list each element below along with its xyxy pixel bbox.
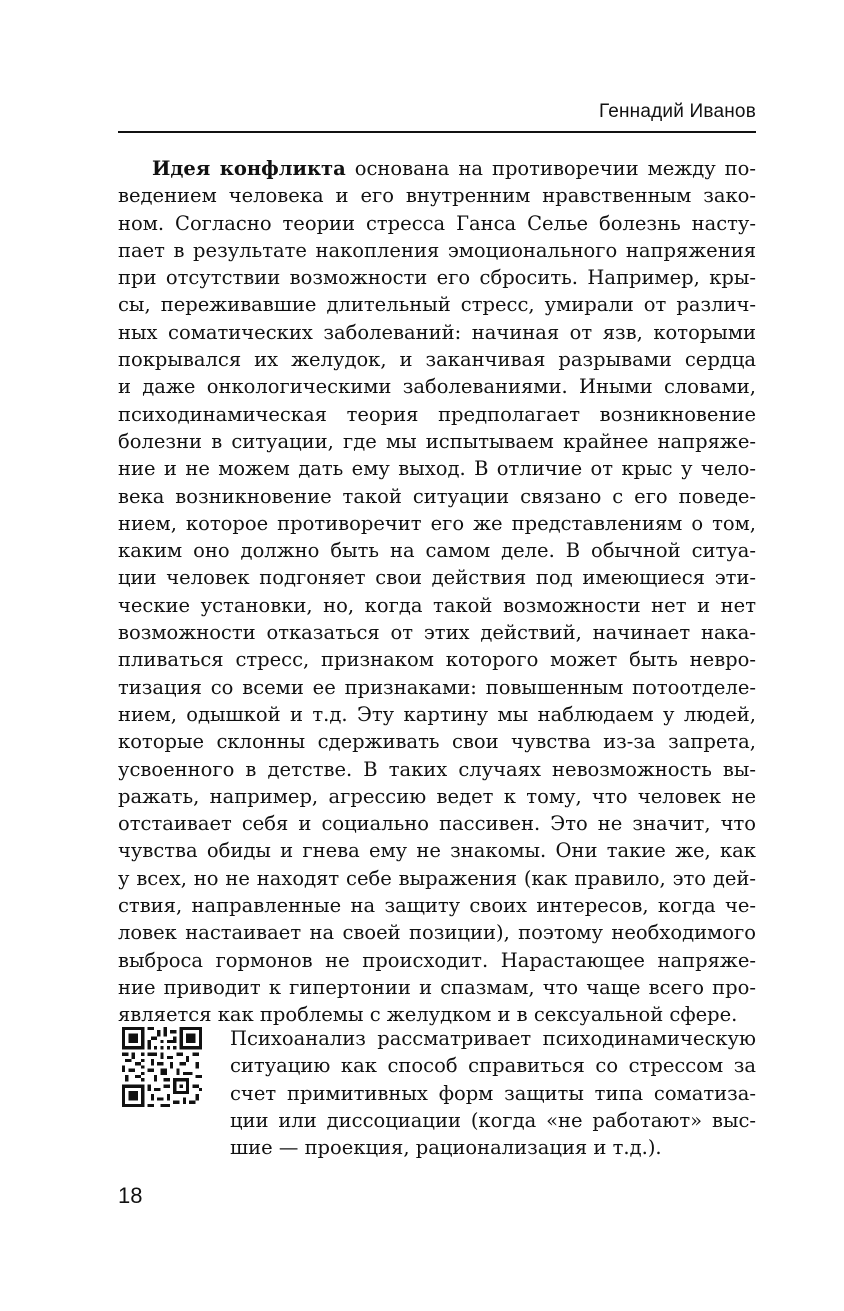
- header-rule: [118, 131, 756, 133]
- paragraph-line: у всех, но не находят себе выражения (как правило, это дей-: [118, 866, 756, 890]
- paragraph-line: болезни в ситуации, где мы испытываем крайнее напряже-: [118, 429, 756, 453]
- qr-note-line: ции или диссоциации (когда «не работают» выс-: [230, 1108, 756, 1132]
- paragraph-line: отстаивает себя и социально пассивен. Это не значит, что: [118, 812, 756, 836]
- paragraph-line: каким оно должно быть на самом деле. В обычной ситуа-: [118, 539, 756, 563]
- paragraph-line-text: основана на противоречии между по-: [345, 157, 756, 180]
- qr-code-icon[interactable]: [122, 1027, 202, 1107]
- page-number: 18: [118, 1183, 143, 1208]
- paragraph-line: ции человек подгоняет свои действия под имеющиеся эти-: [118, 566, 756, 590]
- paragraph-line: тизация со всеми ее признаками: повышенным потоотделе-: [118, 675, 756, 699]
- paragraph-line: ведением человека и его внутренним нравственным зако-: [118, 184, 756, 208]
- paragraph-line: ние приводит к гипертонии и спазмам, что чаще всего про-: [118, 975, 756, 999]
- qr-note-line: шие — проекция, рационализация и т.д.).: [230, 1136, 662, 1160]
- paragraph-line: и даже онкологическими заболеваниями. Иными словами,: [118, 375, 756, 399]
- paragraph-line: чувства обиды и гнева ему не знакомы. Они такие же, как: [118, 839, 756, 863]
- term-idea-of-conflict: Идея конфликта: [152, 157, 346, 180]
- qr-note-line: ситуацию как способ справиться со стрессом за: [230, 1054, 756, 1078]
- paragraph-line: пливаться стресс, признаком которого может быть невро-: [118, 648, 756, 672]
- paragraph-line: ние и не можем дать ему выход. В отличие от крыс у чело-: [118, 457, 756, 481]
- paragraph-line: ствия, направленные на защиту своих интересов, когда че-: [118, 894, 756, 918]
- paragraph-line: является как проблемы с желудком и в сексуальной сфере.: [118, 1003, 738, 1027]
- paragraph-line: выброса гормонов не происходит. Нарастающее напряже-: [118, 948, 756, 972]
- paragraph-line: при отсутствии возможности его сбросить. Например, кры-: [118, 266, 756, 290]
- qr-note-line: счет примитивных форм защиты типа соматиза-: [230, 1081, 756, 1105]
- paragraph-line: возможности отказаться от этих действий, начинает нака-: [118, 621, 756, 645]
- main-paragraph: [118, 155, 756, 1029]
- paragraph-line: нием, одышкой и т.д. Эту картину мы наблюдаем у людей,: [118, 702, 756, 726]
- paragraph-line: ловек настаивает на своей позиции), поэтому необходимого: [118, 921, 756, 945]
- paragraph-line: сы, переживавшие длительный стресс, умирали от различ-: [118, 293, 756, 317]
- qr-note-text: [230, 1025, 756, 1161]
- paragraph-line: ражать, например, агрессию ведет к тому, что человек не: [118, 784, 756, 808]
- paragraph-line: усвоенного в детстве. В таких случаях невозможность вы-: [118, 757, 756, 781]
- paragraph-line: пает в результате накопления эмоционального напряжения: [118, 238, 756, 262]
- paragraph-line: нием, которое противоречит его же представлениям о том,: [118, 511, 756, 535]
- paragraph-line: ческие установки, но, когда такой возможности нет и нет: [118, 593, 756, 617]
- qr-note-line: Психоанализ рассматривает психодинамическую: [230, 1027, 756, 1050]
- paragraph-line: психодинамическая теория предполагает возникновение: [118, 402, 756, 426]
- paragraph-line: века возникновение такой ситуации связано с его поведе-: [118, 484, 756, 508]
- running-head: Геннадий Иванов: [599, 101, 756, 122]
- paragraph-line: покрывался их желудок, и заканчивая разрывами сердца: [118, 348, 756, 372]
- paragraph-line: которые склонны сдерживать свои чувства из-за запрета,: [118, 730, 756, 754]
- paragraph-line: [118, 155, 756, 182]
- paragraph-line: ных соматических заболеваний: начиная от язв, которыми: [118, 320, 756, 344]
- paragraph-line: ном. Согласно теории стресса Ганса Селье болезнь насту-: [118, 211, 756, 235]
